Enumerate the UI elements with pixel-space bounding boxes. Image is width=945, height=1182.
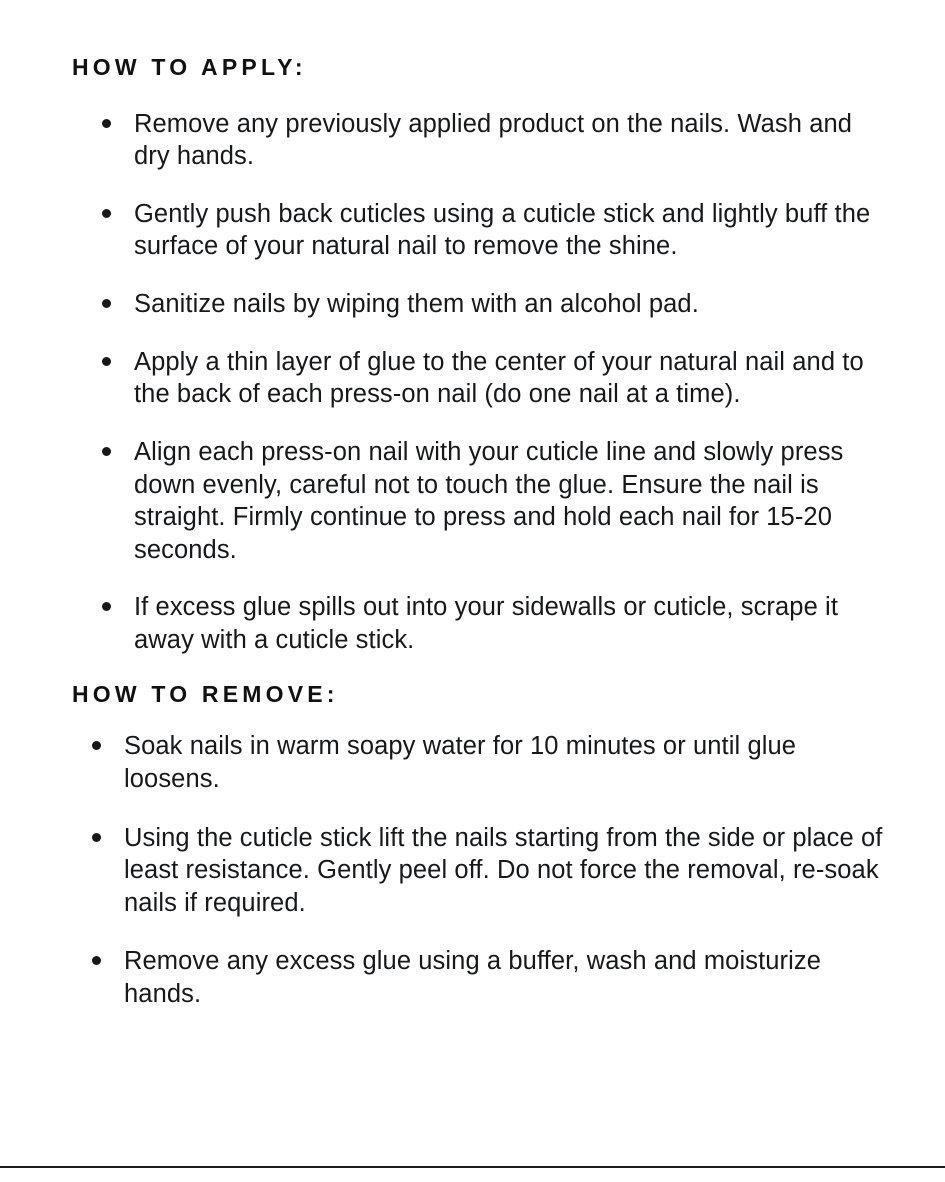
- how-to-remove-list: [72, 730, 885, 1010]
- list-item: [72, 436, 885, 567]
- list-item: [72, 730, 885, 795]
- list-item: [72, 945, 885, 1010]
- list-item-text: Align each press-on nail with your cuticle line and slowly press down evenly, careful not to touch the glue. Ensure the nail is straight. Firmly continue to press and hold each nail for 15-20 seconds.: [134, 437, 844, 564]
- bottom-divider: [0, 1166, 945, 1168]
- list-item-text: Remove any previously applied product on the nails. Wash and dry hands.: [134, 109, 853, 171]
- list-item: [72, 108, 885, 173]
- list-item-text: Using the cuticle stick lift the nails starting from the side or place of least resistance. Gently peel off. Do not force the removal, re-soak nails if required.: [124, 823, 883, 917]
- list-item: [72, 822, 885, 920]
- bullet-dot-icon: [102, 119, 111, 128]
- bullet-dot-icon: [92, 833, 101, 842]
- how-to-apply-heading: HOW TO APPLY:: [72, 54, 307, 80]
- list-item: [72, 346, 885, 411]
- bullet-dot-icon: [102, 357, 111, 366]
- list-item: [72, 288, 885, 321]
- list-item: [72, 591, 885, 656]
- how-to-apply-list: [72, 108, 885, 657]
- bullet-dot-icon: [102, 209, 111, 218]
- list-item-text: Apply a thin layer of glue to the center of your natural nail and to the back of each press-on nail (do one nail at a time).: [134, 347, 864, 409]
- list-item-text: Gently push back cuticles using a cuticle stick and lightly buff the surface of your natural nail to remove the shine.: [134, 199, 871, 261]
- list-item-text: Sanitize nails by wiping them with an alcohol pad.: [134, 290, 699, 319]
- list-item: [72, 198, 885, 263]
- list-item-text: Remove any excess glue using a buffer, wash and moisturize hands.: [124, 947, 822, 1009]
- bullet-dot-icon: [92, 741, 101, 750]
- bullet-dot-icon: [102, 447, 111, 456]
- list-item-text: Soak nails in warm soapy water for 10 minutes or until glue loosens.: [124, 732, 797, 793]
- bullet-dot-icon: [102, 602, 111, 611]
- list-item-text: If excess glue spills out into your sidewalls or cuticle, scrape it away with a cuticle stick.: [134, 593, 839, 655]
- bullet-dot-icon: [92, 956, 101, 965]
- how-to-remove-heading: HOW TO REMOVE:: [72, 680, 339, 707]
- bullet-dot-icon: [102, 299, 111, 308]
